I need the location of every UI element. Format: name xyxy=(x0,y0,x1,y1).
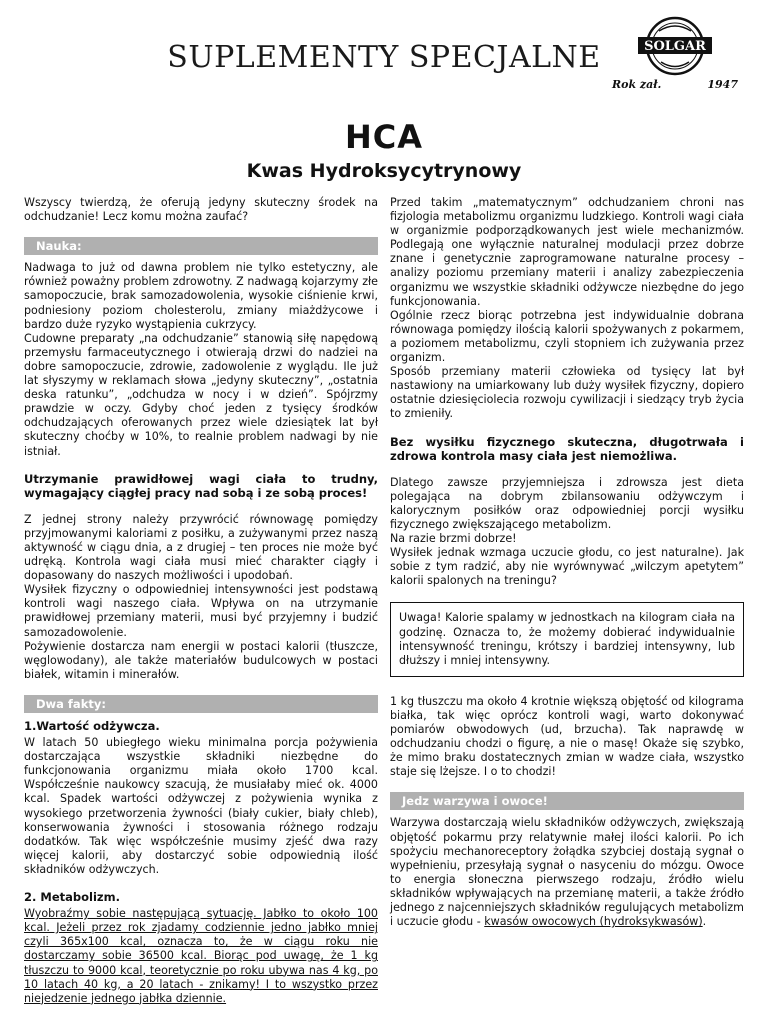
no-exercise-heading: Bez wysiłku fizycznego skuteczna, długotrwała i zdrowa kontrola masy ciała jest niemożliwa. xyxy=(390,434,744,463)
balance-calories-paragraph: Ogólnie rzecz biorąc potrzebna jest indywidualnie dobrana równowaga pomiędzy ilością kalorii spożywanych z pokarmem, a poziomem metabolizmu, czyli stopniem ich zużywania przez organizm. xyxy=(390,308,744,365)
left-column xyxy=(24,196,378,1019)
solgar-logo xyxy=(612,16,738,91)
diet-paragraph: Dlatego zawsze przyjemniejsza i zdrowsza jest dieta polegająca na dobrym zbilansowaniu odżywczym i kalorycznym posiłków oraz odpowiedniej porcji wysiłku fizycznego zwiększającego metabolizm. xyxy=(390,475,744,531)
warzywa-section-header: Jedz warzywa i owoce! xyxy=(390,792,744,810)
logo-founded-year: 1947 xyxy=(707,78,738,91)
exercise-paragraph: Wysiłek fizyczny o odpowiedniej intensywności jest podstawą kontroli wagi naszego ciała. Wpływa on na utrzymanie prawidłowej przemiany materii, musi być przyjemny i budzić samozadowolenie. xyxy=(24,583,378,639)
section-title: SUPLEMENTY SPECJALNE xyxy=(167,40,601,75)
nauka-paragraph-1: Nadwaga to już od dawna problem nie tylko estetyczny, ale również poważny problem zdrowotny. Z nadwagą kojarzymy złe samopoczucie, brak samozadowolenia, wysokie ciśnienie krwi, podniesiony poziom cholesterolu, zmiany miażdżycowe i bardzo duże ryzyko wystąpienia cukrzycy. xyxy=(24,261,378,331)
sounds-good-line: Na razie brzmi dobrze! xyxy=(390,532,517,546)
vegetables-paragraph xyxy=(390,816,744,929)
nauka-section-header: Nauka: xyxy=(24,237,378,255)
fact-1-heading: 1.Wartość odżywcza. xyxy=(24,719,160,733)
intro-paragraph: Wszyscy twierdzą, że oferują jedyny skuteczny środek na odchudzanie! Lecz komu można zaufać? xyxy=(24,196,378,224)
fat-volume-paragraph: 1 kg tłuszczu ma około 4 krotnie większą objętość od kilograma białka, tak więc oprócz kontroli wagi, warto dokonywać pomiarów obwodowych (ud, brzucha). Tak naprawdę w odchudzaniu chodzi o figurę, a nie o masę! Okaże się szybko, że mimo braku dostatecznych zmian w wadze ciała, wszystko staje się lżejsze. I o to chodzi! xyxy=(390,694,744,779)
fact-1-paragraph: W latach 50 ubiegłego wieku minimalna porcja pożywienia dostarczająca wszystkie składniki niezbędne do funkcjonowania organizmu miała około 1700 kcal. Współcześnie naukowcy szacują, że musiałaby mieć ok. 4000 kcal. Spadek wartości odżywczej z pożywienia wynika z wysokiego przetworzenia żywności (biały cukier, biały chleb), konserwowania żywności i stosowania różnego rodzaju dodatków. Tak więc współcześnie musimy zjeść dwa razy więcej kalorii, aby dostarczyć sobie odpowiednią ilość składników odżywczych. xyxy=(24,736,378,876)
calorie-note-box: Uwaga! Kalorie spalamy w jednostkach na kilogram ciała na godzinę. Oznacza to, że możemy dobierać indywidualnie intensywność treningu, krótszy i bardziej intensywny, lub dłuższy i mniej intensywny. xyxy=(390,602,744,676)
vegetables-text: Warzywa dostarczają wielu składników odżywczych, zwiększają objętość pokarmu przy relatywnie małej ilości kalorii. Po ich spożyciu mechanoreceptory żołądka szybciej dostają sygnał o wypełnieniu, przesyłają sygnał o nasyceniu do mózgu. Owoce to energia słoneczna pierwszego rodzaju, źródło wielu składników wpływających na przemianę materii, a także źródło jednego z najcenniejszych składników regulujących metabolizm i uczucie głodu - xyxy=(390,816,744,929)
fruit-acids-link-text: kwasów owocowych (hydroksykwasów) xyxy=(484,915,703,929)
page-subtitle: Kwas Hydroksycytrynowy xyxy=(246,160,522,182)
fact-2-heading: 2. Metabolizm. xyxy=(24,890,120,905)
right-column xyxy=(390,196,744,942)
nauka-paragraph-2: Cudowne preparaty „na odchudzanie” stanowią siłę napędową przemysłu farmaceutycznego i otwierają drzwi do nadziei na dobre samopoczucie, zdrowie, zadowolenie z wyglądu. Ile już lat słyszymy w reklamach słowa „jedyny skuteczny”, „ostatnia deska ratunku”, „odchudza w nocy i w dzień”. Spójrzmy prawdzie w oczy. Gdyby choć jeden z tysięcy środków odchudzających oferowanych przez wiele dziesiątek lat był skuteczny choćby w 10%, to realnie problem nadwagi by nie istniał. xyxy=(24,331,378,458)
lifestyle-paragraph: Sposób przemiany materii człowieka od tysięcy lat był nastawiony na umiarkowany lub duży wysiłek fizyczny, dopiero ostatnie dziesięciolecia rozwoju cywilizacji i siedzący tryb życia to zmieniły. xyxy=(390,365,744,421)
page-title: HCA xyxy=(344,118,424,156)
weight-control-heading: Utrzymanie prawidłowej wagi ciała to trudny, wymagający ciągłej pracy nad sobą i ze sobą proces! xyxy=(24,471,378,500)
fact-2-paragraph: Wyobraźmy sobie następującą sytuację. Jabłko to około 100 kcal. Jeżeli przez rok zjadamy codziennie jedno jabłko mniej czyli 365x100 kcal, oznacza to, że w ciągu roku nie dostarczamy sobie 36500 kcal. Biorąc pod uwagę, że 1 kg tłuszczu to 9000 kcal, teoretycznie po roku ubywa nas 4 kg, po 10 latach 40 kg, a 20 latach - znikamy! I to wszystko przez niejedzenie jednego jabłka dziennie. xyxy=(24,907,378,1005)
balance-paragraph: Z jednej strony należy przywrócić równowagę pomiędzy przyjmowanymi kaloriami z posiłku, a zużywanymi przez naszą aktywność w ciągu dnia, a z drugiej – ten proces nie może być udręką. Kontrola wagi ciała musi mieć charakter ciągły i dopasowany do naszych możliwości i upodobań. xyxy=(24,512,378,583)
logo-brand-text: SOLGAR xyxy=(644,39,706,54)
vegetables-end: . xyxy=(702,915,707,929)
logo-founded-label: Rok zał. xyxy=(612,78,662,91)
solgar-emblem-icon xyxy=(612,16,738,78)
food-energy-paragraph: Pożywienie dostarcza nam energii w postaci kalorii (tłuszcze, węglowodany), ale także materiałów budulcowych w postaci białek, witamin i minerałów. xyxy=(24,639,378,681)
hunger-paragraph: Wysiłek jednak wzmaga uczucie głodu, co jest naturalne). Jak sobie z tym radzić, aby nie wyrównywać „wilczym apetytem” kalorii spalonych na treningu? xyxy=(390,546,744,588)
dwa-fakty-section-header: Dwa fakty: xyxy=(24,695,378,713)
metabolism-paragraph: Przed takim „matematycznym” odchudzaniem chroni nas fizjologia metabolizmu organizmu ludzkiego. Kontroli wagi ciała w organizmie podporządkowanych jest wiele mechanizmów. Podlegają one wyłącznie naturalnej modulacji przez dobrze znane i genetycznie zaprogramowane naturalne procesy – analizy poziomu przemiany materii i analizy zabezpieczenia organizmu we wszystkie składniki odżywcze niezbędne do jego funkcjonowania. xyxy=(390,196,744,308)
